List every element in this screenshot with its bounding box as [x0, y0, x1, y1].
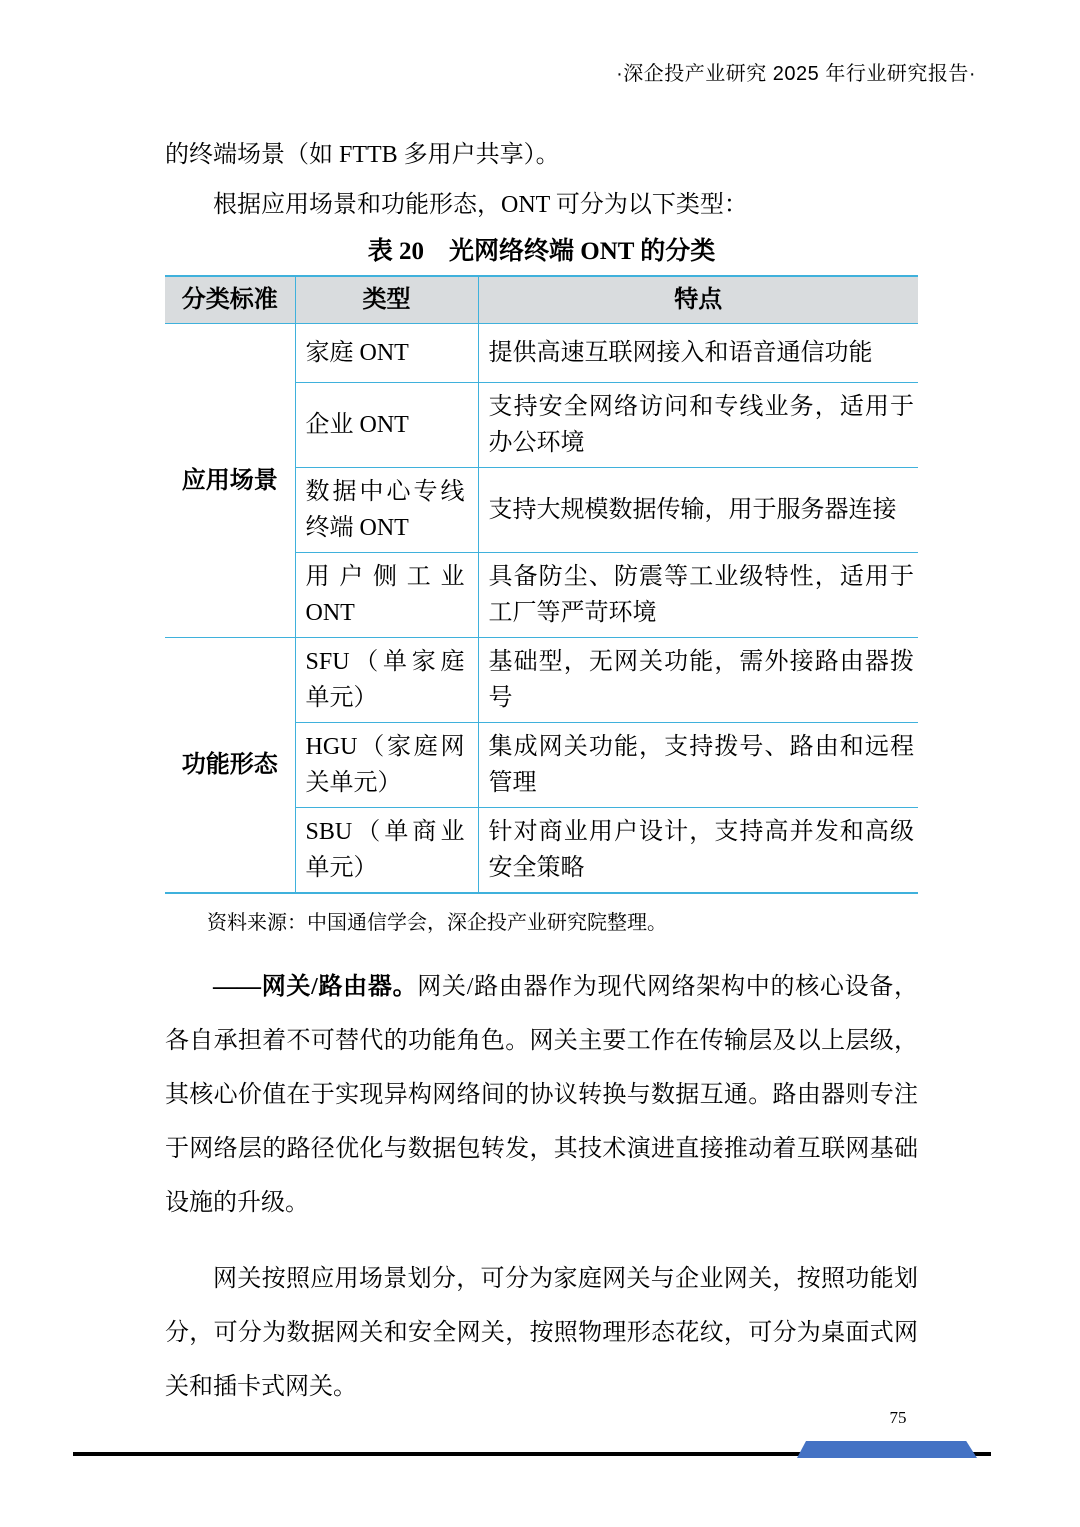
group-label-function-form: 功能形态 [165, 638, 295, 894]
type-cell: 用户侧工业 ONT [295, 553, 478, 638]
type-cell: 家庭 ONT [295, 324, 478, 383]
content-area [165, 130, 918, 1414]
page-number: 75 [889, 1408, 907, 1427]
feature-cell: 支持大规模数据传输，用于服务器连接 [478, 468, 918, 553]
table-row [165, 324, 918, 383]
feature-cell: 具备防尘、防震等工业级特性，适用于工厂等严苛环境 [478, 553, 918, 638]
ont-classification-table [165, 275, 918, 894]
table-source-note: 资料来源：中国通信学会，深企投产业研究院整理。 [207, 912, 667, 934]
group-label-application: 应用场景 [181, 467, 278, 494]
table-row [165, 638, 918, 723]
paragraph-gateway-types: 网关按照应用场景划分，可分为家庭网关与企业网关，按照功能划分，可分为数据网关和安全网关，按照物理形态花纹，可分为桌面式网关和插卡式网关。 [165, 1266, 918, 1400]
paragraph-ont-intro: 根据应用场景和功能形态，ONT 可分为以下类型： [213, 192, 748, 218]
gateway-router-body: 网关/路由器作为现代网络架构中的核心设备，各自承担着不可替代的功能角色。网关主要工作在传输层及以上层级，其核心价值在于实现异构网络间的协议转换与数据互通。路由器则专注于网络层的路径优化与数据包转发，其技术演进直接推动着互联网基础设施的升级。 [165, 974, 919, 1216]
type-cell: SFU（单家庭单元） [295, 638, 478, 723]
feature-cell: 提供高速互联网接入和语音通信功能 [478, 324, 918, 383]
feature-cell: 支持安全网络访问和专线业务，适用于办公环境 [478, 383, 918, 468]
paragraph-gateway-router [165, 960, 918, 1230]
paragraph-fttb: 的终端场景（如 FTTB 多用户共享）。 [165, 142, 560, 168]
table-header-row [165, 276, 918, 324]
feature-cell: 基础型，无网关功能，需外接路由器拨号 [478, 638, 918, 723]
column-header-criteria: 分类标准 [165, 276, 295, 324]
type-cell: 企业 ONT [295, 383, 478, 468]
feature-cell: 集成网关功能，支持拨号、路由和远程管理 [478, 723, 918, 808]
column-header-type: 类型 [295, 276, 478, 324]
type-cell: 数据中心专线终端 ONT [295, 468, 478, 553]
table-title: 表 20 光网络终端 ONT 的分类 [367, 238, 716, 265]
type-cell: HGU（家庭网关单元） [295, 723, 478, 808]
column-header-feature: 特点 [478, 276, 918, 324]
page-header-text: ·深企投产业研究 2025 年行业研究报告· [616, 63, 976, 85]
type-cell: SBU（单商业单元） [295, 808, 478, 894]
gateway-router-lead: ——网关/路由器。 [213, 974, 418, 1000]
feature-cell: 针对商业用户设计，支持高并发和高级安全策略 [478, 808, 918, 894]
footer-accent-shape [797, 1441, 977, 1458]
